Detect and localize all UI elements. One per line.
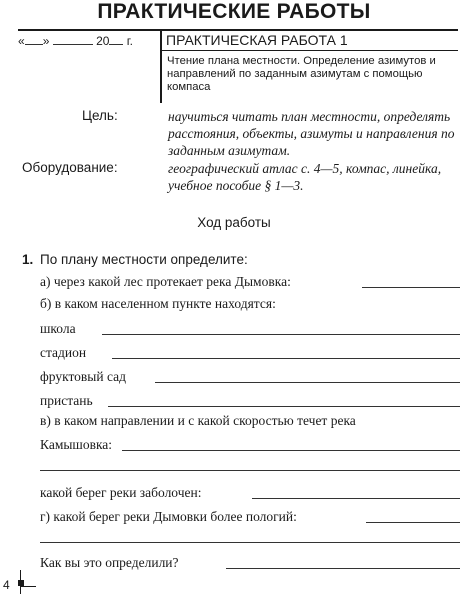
answer-line-orchard[interactable] xyxy=(155,382,460,383)
answer-line-swampy[interactable] xyxy=(252,498,460,499)
date-open-quote: « xyxy=(18,34,25,48)
answer-line-school[interactable] xyxy=(102,334,460,335)
answer-line-g[interactable] xyxy=(366,522,460,523)
label-pier: пристань xyxy=(40,393,93,408)
equipment-text: географический атлас с. 4—5, компас, линейка, учебное пособие § 1—3. xyxy=(168,161,442,193)
page-number: 4 xyxy=(3,578,10,592)
task-intro: По плану местности определите: xyxy=(40,252,248,267)
work-description: Чтение плана местности. Определение азимутов и направлений по заданным азимутам с помощью компаса xyxy=(167,55,436,93)
date-year-suffix: г. xyxy=(126,34,134,48)
label-stadium: стадион xyxy=(40,345,87,360)
question-how: Как вы это определили? xyxy=(40,555,179,570)
answer-line-how[interactable] xyxy=(226,568,460,569)
answer-line-river[interactable] xyxy=(122,450,460,451)
answer-line-pier[interactable] xyxy=(108,406,460,407)
work-title: ПРАКТИЧЕСКАЯ РАБОТА 1 xyxy=(166,32,348,48)
answer-line-river-extra[interactable] xyxy=(40,470,460,471)
question-g: г) какой берег реки Дымовки более пологий: xyxy=(40,509,297,524)
question-a: а) через какой лес протекает река Дымовка: xyxy=(40,274,291,289)
crop-mark-horizontal xyxy=(20,586,36,587)
date-year-prefix: 20 xyxy=(96,34,110,48)
label-school: школа xyxy=(40,321,76,336)
label-orchard: фруктовый сад xyxy=(40,369,126,384)
date-close-quote: » xyxy=(42,34,50,48)
equipment-label: Оборудование: xyxy=(22,160,118,175)
question-v: в) в каком направлении и с какой скоростью течет река xyxy=(40,413,356,428)
goal-text: научиться читать план местности, определять расстояния, объекты, азимуты и направления по заданным азимутам. xyxy=(168,109,455,158)
question-b: б) в каком населенном пункте находятся: xyxy=(40,296,276,311)
progress-title: Ход работы xyxy=(197,215,271,230)
answer-line-stadium[interactable] xyxy=(112,358,460,359)
task-number: 1. xyxy=(22,252,34,267)
goal-label: Цель: xyxy=(82,108,118,123)
work-title-rule xyxy=(160,50,458,51)
crop-mark-square xyxy=(18,580,24,586)
page-header-title: ПРАКТИЧЕСКИЕ РАБОТЫ xyxy=(97,0,371,23)
date-year-blank[interactable] xyxy=(109,34,123,45)
date-day-blank[interactable] xyxy=(25,34,43,45)
answer-line-a[interactable] xyxy=(362,287,460,288)
header-vertical-divider xyxy=(160,31,162,103)
header-rule xyxy=(18,29,458,31)
label-river: Камышовка: xyxy=(40,437,113,452)
date-month-blank[interactable] xyxy=(53,34,93,45)
answer-line-g-extra[interactable] xyxy=(40,542,460,543)
date-line xyxy=(18,34,160,48)
question-swampy: какой берег реки заболочен: xyxy=(40,485,202,500)
